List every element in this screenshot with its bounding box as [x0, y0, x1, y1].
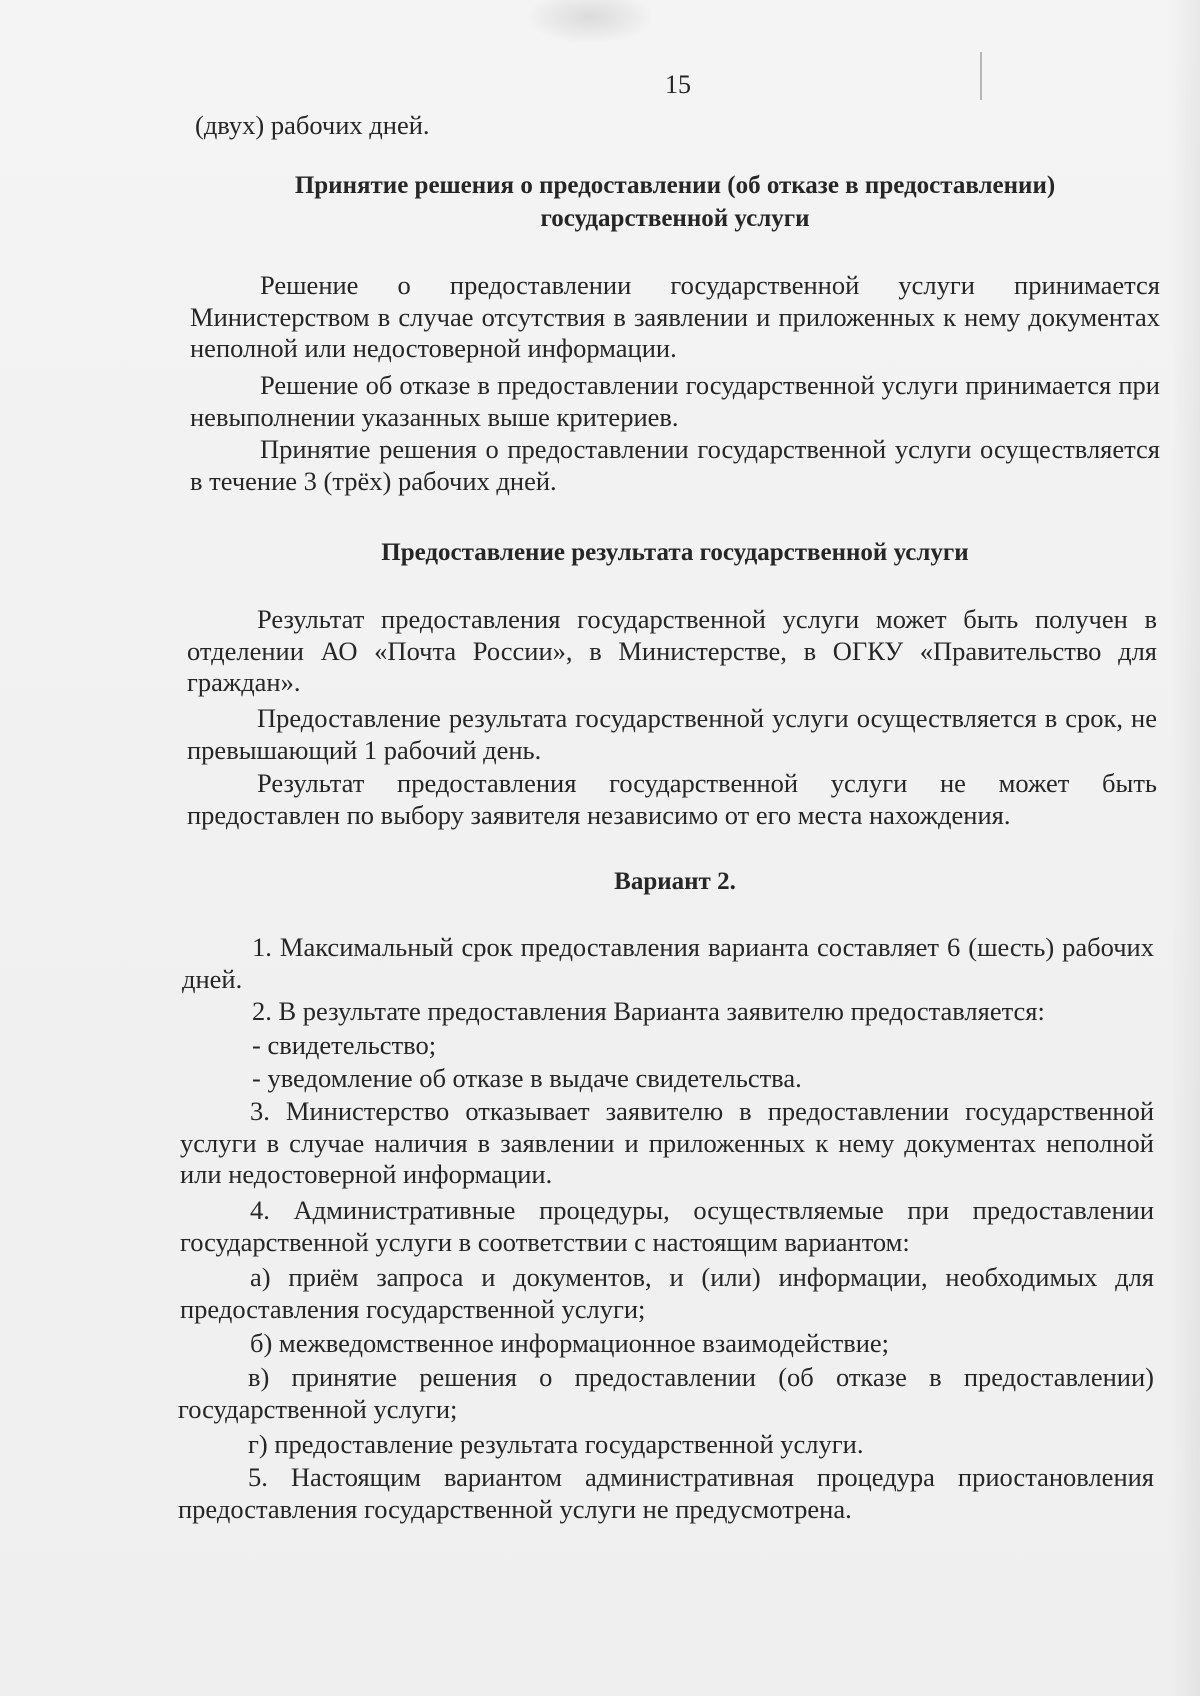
scan-artifact	[530, 0, 650, 42]
list-item: г) предоставление результата государственной услуги.	[248, 1429, 864, 1459]
paragraph: Результат предоставления государственной услуги не может быть предоставлен по выбору заявителя независимо от его места нахождения.	[187, 768, 1157, 830]
list-item: - свидетельство;	[252, 1030, 437, 1060]
list-item: 5. Настоящим вариантом административная процедура приостановления предоставления государственной услуги не предусмотрена.	[178, 1462, 1154, 1524]
scan-artifact-line	[980, 52, 982, 100]
paragraph: Результат предоставления государственной услуги может быть получен в отделении АО «Почта России», в Министерстве, в ОГКУ «Правительство для граждан».	[187, 604, 1157, 697]
list-item: 3. Министерство отказывает заявителю в предоставлении государственной услуги в случае наличия в заявлении и приложенных к нему документах неполной или недостоверной информации.	[180, 1096, 1154, 1189]
page-number: 15	[665, 70, 691, 99]
list-item: - уведомление об отказе в выдаче свидетельства.	[252, 1063, 802, 1093]
list-item: в) принятие решения о предоставлении (об отказе в предоставлении) государственной услуги;	[178, 1362, 1154, 1424]
paragraph: Предоставление результата государственной услуги осуществляется в срок, не превышающий 1 рабочий день.	[187, 703, 1157, 765]
list-item: 1. Максимальный срок предоставления варианта составляет 6 (шесть) рабочих дней.	[182, 932, 1154, 994]
list-item: б) межведомственное информационное взаимодействие;	[250, 1328, 890, 1358]
section-heading-result: Предоставление результата государственной услуги	[381, 539, 969, 566]
list-item: 2. В результате предоставления Варианта заявителю предоставляется:	[252, 996, 1045, 1026]
page-edge-shadow	[1170, 0, 1200, 1696]
list-item: а) приём запроса и документов, и (или) информации, необходимых для предоставления государственной услуги;	[180, 1262, 1154, 1324]
section-heading-variant2: Вариант 2.	[614, 868, 736, 895]
paragraph: Принятие решения о предоставлении государственной услуги осуществляется в течение 3 (трёх) рабочих дней.	[190, 434, 1160, 496]
continuation-text: (двух) рабочих дней.	[195, 110, 430, 140]
list-item: 4. Административные процедуры, осуществляемые при предоставлении государственной услуги в соответствии с настоящим вариантом:	[180, 1195, 1154, 1257]
paragraph: Решение о предоставлении государственной услуги принимается Министерством в случае отсутствия в заявлении и приложенных к нему документах неполной или недостоверной информации.	[190, 270, 1160, 363]
paragraph: Решение об отказе в предоставлении государственной услуги принимается при невыполнении указанных выше критериев.	[190, 370, 1160, 432]
section-heading-decision-line2: государственной услуги	[540, 205, 810, 232]
section-heading-decision-line1: Принятие решения о предоставлении (об отказе в предоставлении)	[294, 172, 1056, 199]
